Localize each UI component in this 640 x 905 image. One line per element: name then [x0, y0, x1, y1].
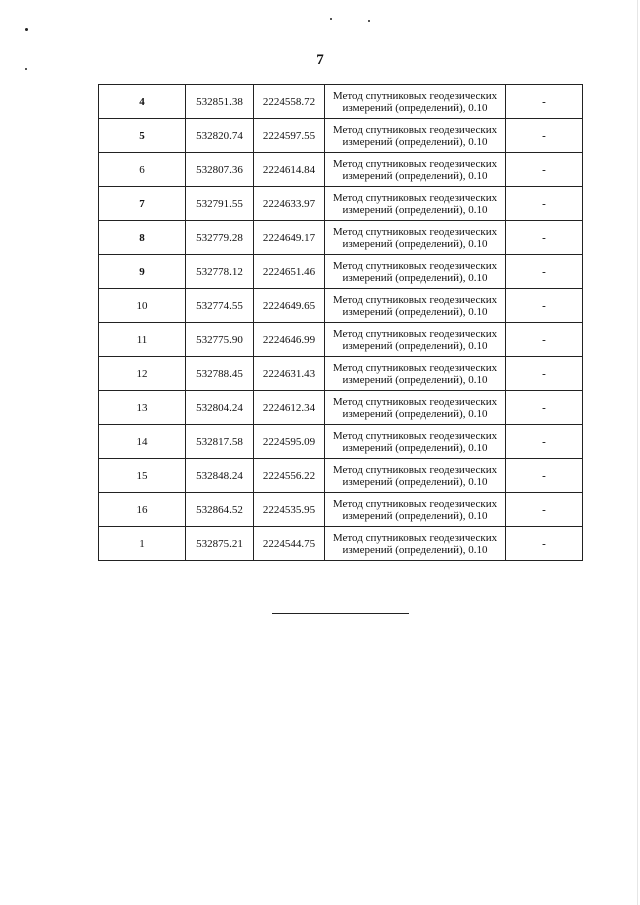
table-row [99, 85, 583, 119]
x-coordinate-cell: 532848.24 [186, 459, 254, 493]
method-line-1: Метод спутниковых геодезических [332, 395, 498, 408]
point-number-cell: 13 [99, 391, 186, 425]
table-row [99, 391, 583, 425]
y-coordinate-cell: 2224633.97 [254, 187, 325, 221]
method-line-2: измерений (определений), 0.10 [342, 373, 488, 386]
description-cell: - [506, 459, 583, 493]
method-cell [325, 85, 506, 119]
method-cell [325, 391, 506, 425]
method-line-1: Метод спутниковых геодезических [332, 89, 498, 102]
method-cell [325, 187, 506, 221]
description-cell: - [506, 119, 583, 153]
point-number-cell: 12 [99, 357, 186, 391]
x-coordinate-cell: 532788.45 [186, 357, 254, 391]
point-number-cell: 5 [99, 119, 186, 153]
method-line-2: измерений (определений), 0.10 [342, 475, 488, 488]
coordinates-table-body [99, 85, 583, 561]
x-coordinate-cell: 532778.12 [186, 255, 254, 289]
method-cell [325, 323, 506, 357]
x-coordinate-cell: 532817.58 [186, 425, 254, 459]
description-cell: - [506, 425, 583, 459]
table-row [99, 255, 583, 289]
description-cell: - [506, 85, 583, 119]
y-coordinate-cell: 2224646.99 [254, 323, 325, 357]
point-number-cell: 14 [99, 425, 186, 459]
y-coordinate-cell: 2224595.09 [254, 425, 325, 459]
method-line-2: измерений (определений), 0.10 [342, 203, 488, 216]
method-line-1: Метод спутниковых геодезических [332, 123, 498, 136]
x-coordinate-cell: 532774.55 [186, 289, 254, 323]
point-number-cell: 4 [99, 85, 186, 119]
method-line-2: измерений (определений), 0.10 [342, 339, 488, 352]
scan-edge-line [637, 0, 638, 905]
method-cell [325, 255, 506, 289]
description-cell: - [506, 187, 583, 221]
y-coordinate-cell: 2224535.95 [254, 493, 325, 527]
y-coordinate-cell: 2224544.75 [254, 527, 325, 561]
y-coordinate-cell: 2224612.34 [254, 391, 325, 425]
x-coordinate-cell: 532791.55 [186, 187, 254, 221]
page-number: 7 [316, 52, 324, 68]
x-coordinate-cell: 532864.52 [186, 493, 254, 527]
y-coordinate-cell: 2224631.43 [254, 357, 325, 391]
method-line-1: Метод спутниковых геодезических [332, 225, 498, 238]
method-cell [325, 459, 506, 493]
description-cell: - [506, 527, 583, 561]
x-coordinate-cell: 532775.90 [186, 323, 254, 357]
method-cell [325, 357, 506, 391]
method-line-2: измерений (определений), 0.10 [342, 237, 488, 250]
table-row [99, 221, 583, 255]
table-row [99, 187, 583, 221]
table-row [99, 493, 583, 527]
point-number-cell: 8 [99, 221, 186, 255]
y-coordinate-cell: 2224651.46 [254, 255, 325, 289]
table-row [99, 119, 583, 153]
description-cell: - [506, 391, 583, 425]
method-line-2: измерений (определений), 0.10 [342, 509, 488, 522]
coordinates-table [98, 84, 583, 561]
method-cell [325, 425, 506, 459]
method-line-2: измерений (определений), 0.10 [342, 305, 488, 318]
method-cell [325, 289, 506, 323]
y-coordinate-cell: 2224614.84 [254, 153, 325, 187]
point-number-cell: 16 [99, 493, 186, 527]
point-number-cell: 7 [99, 187, 186, 221]
method-line-2: измерений (определений), 0.10 [342, 407, 488, 420]
method-line-1: Метод спутниковых геодезических [332, 497, 498, 510]
x-coordinate-cell: 532820.74 [186, 119, 254, 153]
table-row [99, 153, 583, 187]
method-cell [325, 221, 506, 255]
end-rule [272, 613, 409, 614]
method-line-2: измерений (определений), 0.10 [342, 169, 488, 182]
method-line-2: измерений (определений), 0.10 [342, 543, 488, 556]
method-line-1: Метод спутниковых геодезических [332, 429, 498, 442]
method-line-2: измерений (определений), 0.10 [342, 101, 488, 114]
method-line-1: Метод спутниковых геодезических [332, 531, 498, 544]
method-cell [325, 153, 506, 187]
scan-mark-tick [330, 18, 332, 20]
x-coordinate-cell: 532807.36 [186, 153, 254, 187]
method-line-1: Метод спутниковых геодезических [332, 361, 498, 374]
point-number-cell: 9 [99, 255, 186, 289]
point-number-cell: 6 [99, 153, 186, 187]
method-line-1: Метод спутниковых геодезических [332, 327, 498, 340]
y-coordinate-cell: 2224649.65 [254, 289, 325, 323]
scan-mark-tick [368, 20, 370, 22]
description-cell: - [506, 357, 583, 391]
description-cell: - [506, 323, 583, 357]
point-number-cell: 11 [99, 323, 186, 357]
x-coordinate-cell: 532875.21 [186, 527, 254, 561]
method-line-2: измерений (определений), 0.10 [342, 441, 488, 454]
method-line-1: Метод спутниковых геодезических [332, 157, 498, 170]
method-line-2: измерений (определений), 0.10 [342, 135, 488, 148]
scan-mark-dot [25, 28, 28, 31]
point-number-cell: 1 [99, 527, 186, 561]
method-line-1: Метод спутниковых геодезических [332, 463, 498, 476]
y-coordinate-cell: 2224556.22 [254, 459, 325, 493]
description-cell: - [506, 221, 583, 255]
method-line-1: Метод спутниковых геодезических [332, 293, 498, 306]
method-cell [325, 527, 506, 561]
table-row [99, 425, 583, 459]
description-cell: - [506, 493, 583, 527]
y-coordinate-cell: 2224597.55 [254, 119, 325, 153]
table-row [99, 323, 583, 357]
table-row [99, 357, 583, 391]
table-row [99, 459, 583, 493]
description-cell: - [506, 255, 583, 289]
x-coordinate-cell: 532851.38 [186, 85, 254, 119]
table-row [99, 527, 583, 561]
x-coordinate-cell: 532779.28 [186, 221, 254, 255]
method-line-2: измерений (определений), 0.10 [342, 271, 488, 284]
method-cell [325, 119, 506, 153]
method-line-1: Метод спутниковых геодезических [332, 259, 498, 272]
method-cell [325, 493, 506, 527]
y-coordinate-cell: 2224558.72 [254, 85, 325, 119]
y-coordinate-cell: 2224649.17 [254, 221, 325, 255]
description-cell: - [506, 289, 583, 323]
method-line-1: Метод спутниковых геодезических [332, 191, 498, 204]
point-number-cell: 10 [99, 289, 186, 323]
description-cell: - [506, 153, 583, 187]
table-row [99, 289, 583, 323]
point-number-cell: 15 [99, 459, 186, 493]
x-coordinate-cell: 532804.24 [186, 391, 254, 425]
